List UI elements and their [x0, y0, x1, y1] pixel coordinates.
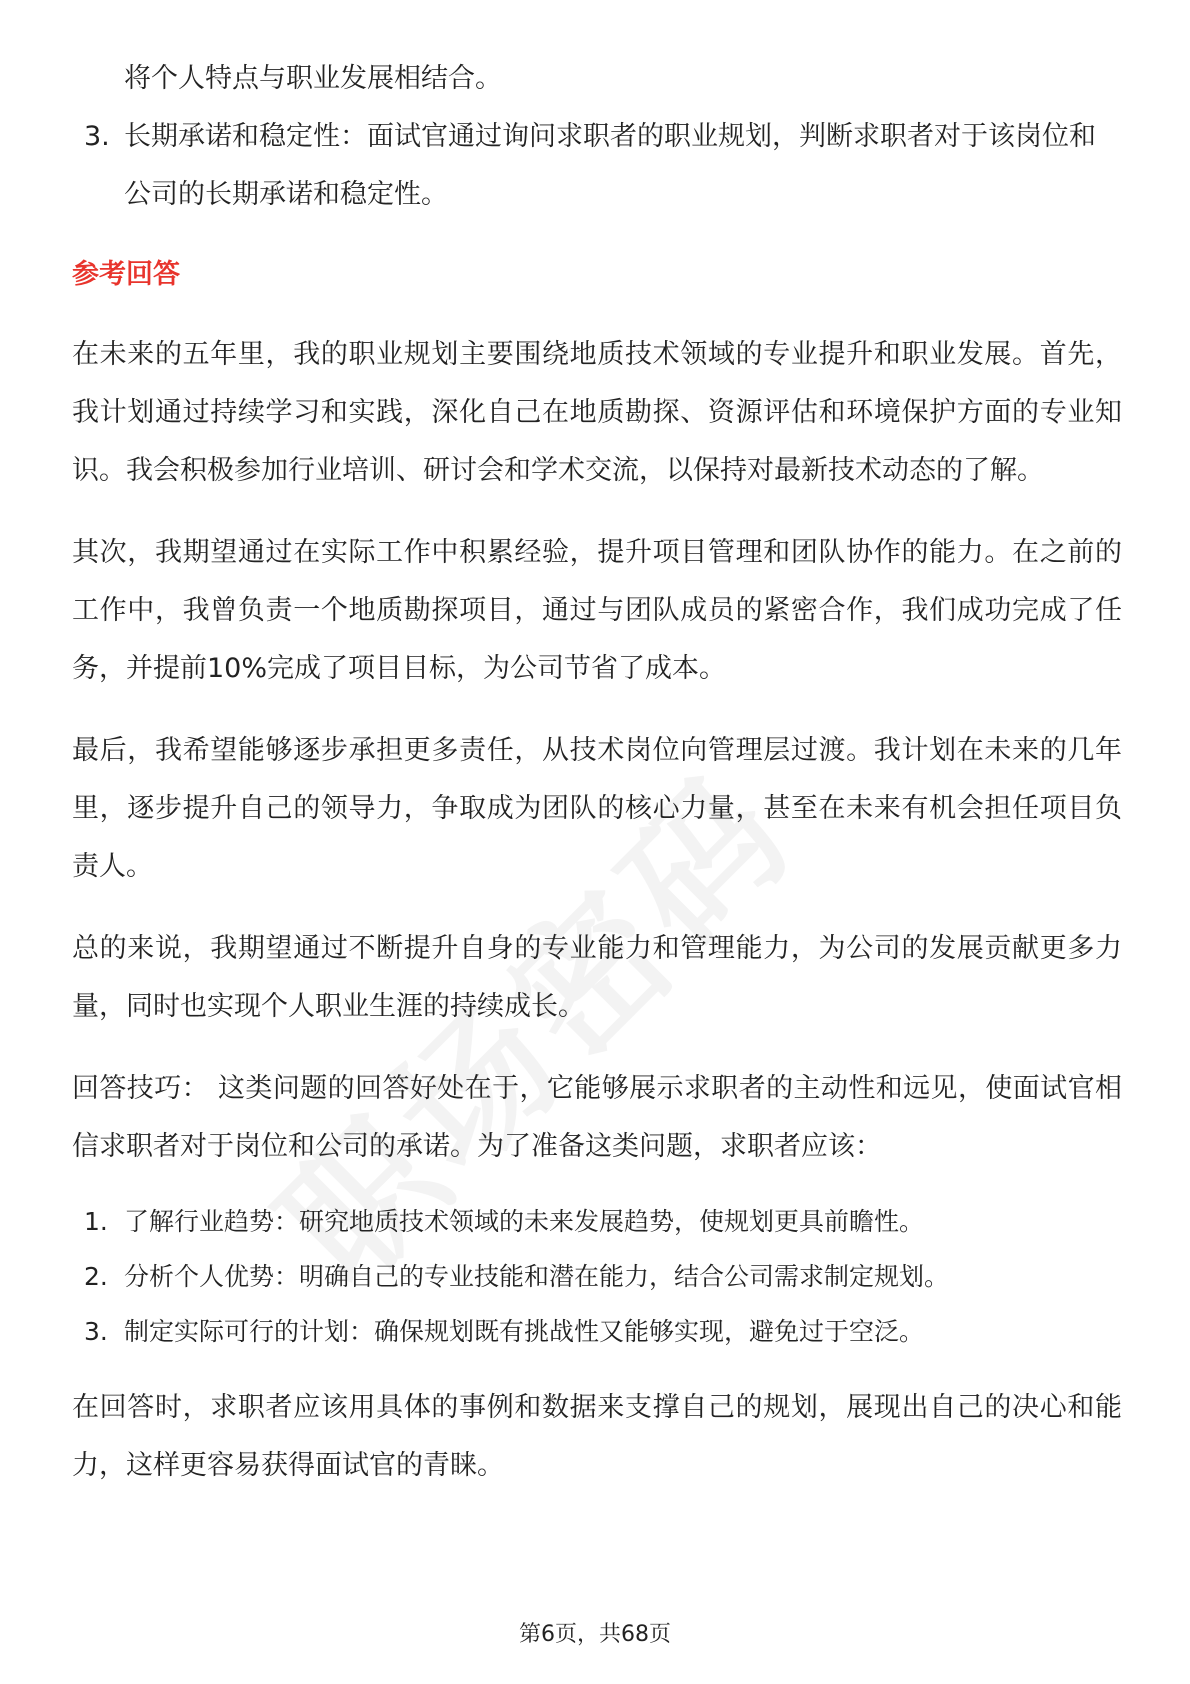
list-number: 2.: [84, 1262, 108, 1291]
list-item-text: 长期承诺和稳定性：面试官通过询问求职者的职业规划，判断求职者对于该岗位和公司的长期承诺和稳定性。: [124, 121, 1096, 210]
page-content: [72, 50, 1122, 1495]
tips-intro-paragraph: 回答技巧： 这类问题的回答好处在于，它能够展示求职者的主动性和远见，使面试官相信求职者对于岗位和公司的承诺。为了准备这类问题，求职者应该：: [72, 1073, 1122, 1162]
tips-list: [72, 1194, 1122, 1359]
page-number: 第6页，共68页: [519, 1622, 671, 1647]
list-item: [72, 108, 1122, 224]
list-number: 1.: [84, 1207, 108, 1236]
answer-paragraph-2: 其次，我期望通过在实际工作中积累经验，提升项目管理和团队协作的能力。在之前的工作中，我曾负责一个地质勘探项目，通过与团队成员的紧密合作，我们成功完成了任务，并提前10%完成了项目目标，为公司节省了成本。: [72, 537, 1122, 684]
answer-paragraph-4: 总的来说，我期望通过不断提升自身的专业能力和管理能力，为公司的发展贡献更多力量，同时也实现个人职业生涯的持续成长。: [72, 933, 1122, 1022]
list-number: 3.: [84, 121, 110, 152]
closing-paragraph: 在回答时，求职者应该用具体的事例和数据来支撑自己的规划，展现出自己的决心和能力，这样更容易获得面试官的青睐。: [72, 1392, 1122, 1481]
list-item: [72, 1194, 1122, 1249]
answer-paragraph-3: 最后，我希望能够逐步承担更多责任，从技术岗位向管理层过渡。我计划在未来的几年里，逐步提升自己的领导力，争取成为团队的核心力量，甚至在未来有机会担任项目负责人。: [72, 735, 1122, 882]
list-number: 3.: [84, 1317, 108, 1346]
list-item-text: 了解行业趋势：研究地质技术领域的未来发展趋势，使规划更具前瞻性。: [124, 1207, 925, 1236]
list-item-continuation: 将个人特点与职业发展相结合。: [124, 63, 502, 94]
list-item-text: 分析个人优势：明确自己的专业技能和潜在能力，结合公司需求制定规划。: [124, 1262, 950, 1291]
list-item-text: 制定实际可行的计划：确保规划既有挑战性又能够实现，避免过于空泛。: [124, 1317, 925, 1346]
list-item: [72, 1249, 1122, 1304]
answer-paragraph-1: 在未来的五年里，我的职业规划主要围绕地质技术领域的专业提升和职业发展。首先，我计划通过持续学习和实践，深化自己在地质勘探、资源评估和环境保护方面的专业知识。我会积极参加行业培训、研讨会和学术交流，以保持对最新技术动态的了解。: [72, 339, 1122, 486]
section-title: 参考回答: [72, 259, 180, 290]
list-item: [72, 1304, 1122, 1359]
